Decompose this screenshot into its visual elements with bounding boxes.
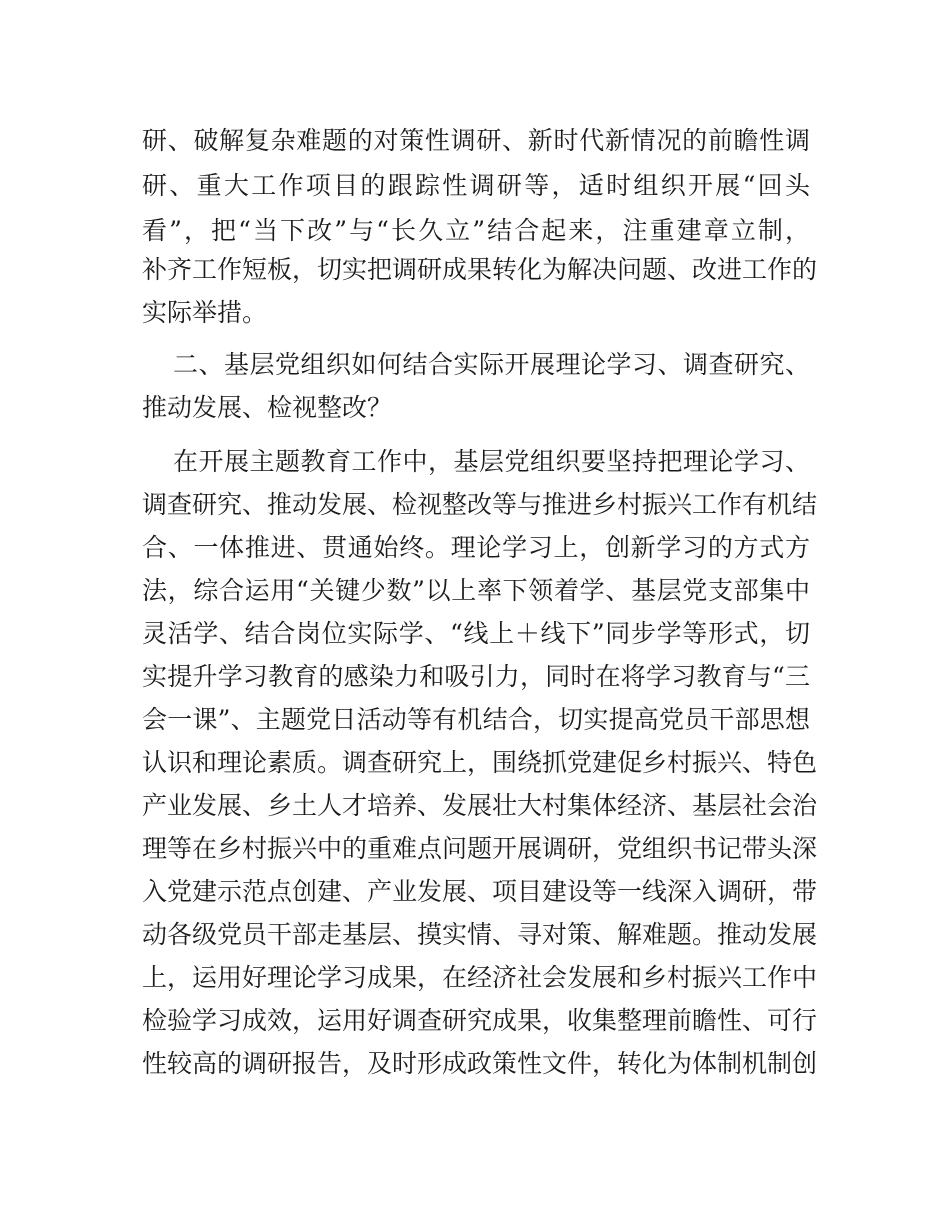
paragraph-1-line-4: 补齐工作短板，切实把调研成果转化为解决问题、改进工作的 xyxy=(142,255,818,284)
paragraph-3-line-10: 理等在乡村振兴中的重难点问题开展调研，党组织书记带头深 xyxy=(142,834,818,863)
section-heading-line-1: 二、基层党组织如何结合实际开展理论学习、调查研究、 xyxy=(173,350,810,379)
paragraph-3-line-13: 上，运用好理论学习成果，在经济社会发展和乡村振兴工作中 xyxy=(142,963,818,992)
paragraph-3-line-12: 动各级党员干部走基层、摸实情、寻对策、解难题。推动发展 xyxy=(142,920,818,949)
paragraph-3-line-4: 法，综合运用“关键少数”以上率下领着学、基层党支部集中 xyxy=(142,576,810,605)
paragraph-3-line-14: 检验学习成效，运用好调查研究成果，收集整理前瞻性、可行 xyxy=(142,1006,818,1035)
paragraph-3-line-3: 合、一体推进、贯通始终。理论学习上，创新学习的方式方 xyxy=(142,533,810,562)
paragraph-3-line-6: 实提升学习教育的感染力和吸引力，同时在将学习教育与“三 xyxy=(142,662,810,691)
paragraph-3-line-7: 会一课”、主题党日活动等有机结合，切实提高党员干部思想 xyxy=(142,705,810,734)
paragraph-3-line-2: 调查研究、推动发展、检视整改等与推进乡村振兴工作有机结 xyxy=(142,490,818,519)
paragraph-1-line-3: 看”，把“当下改”与“长久立”结合起来，注重建章立制， xyxy=(142,216,810,245)
paragraph-1-line-2: 研、重大工作项目的跟踪性调研等，适时组织开展“回头 xyxy=(142,171,810,200)
paragraph-3-line-1: 在开展主题教育工作中，基层党组织要坚持把理论学习、 xyxy=(173,447,810,476)
paragraph-3-line-5: 灵活学、结合岗位实际学、“线上＋线下”同步学等形式，切 xyxy=(142,619,810,648)
paragraph-1-line-1: 研、破解复杂难题的对策性调研、新时代新情况的前瞻性调 xyxy=(142,126,810,155)
paragraph-3-line-9: 产业发展、乡土人才培养、发展壮大村集体经济、基层社会治 xyxy=(142,791,818,820)
paragraph-1-line-5: 实际举措。 xyxy=(142,298,268,327)
paragraph-3-line-11: 入党建示范点创建、产业发展、项目建设等一线深入调研，带 xyxy=(142,877,818,906)
paragraph-3-line-15: 性较高的调研报告，及时形成政策性文件，转化为体制机制创 xyxy=(142,1049,818,1078)
paragraph-3-line-8: 认识和理论素质。调查研究上，围绕抓党建促乡村振兴、特色 xyxy=(142,748,818,777)
section-heading-line-2: 推动发展、检视整改？ xyxy=(142,393,393,422)
